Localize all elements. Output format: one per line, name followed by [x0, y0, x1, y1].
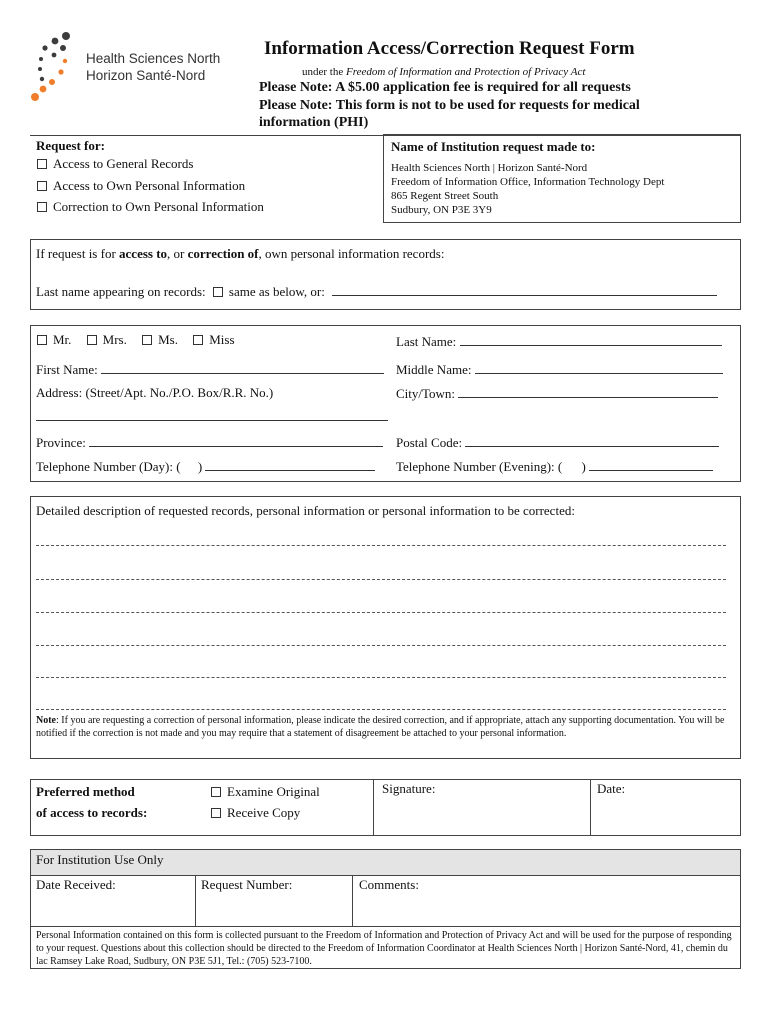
phone-day-field[interactable] [205, 458, 375, 471]
checkbox-examine-original[interactable] [211, 787, 221, 797]
postal-code-field[interactable] [465, 434, 719, 447]
province-label: Province: [36, 435, 86, 450]
checkbox-mr[interactable] [37, 335, 47, 345]
records-lastname-row [36, 283, 717, 300]
last-name-field[interactable] [460, 333, 722, 346]
phone-day-row: Telephone Number (Day): ( ) [36, 458, 375, 475]
signature-label: Signature: [382, 781, 436, 796]
comments-label: Comments: [359, 877, 419, 892]
request-number-label: Request Number: [201, 877, 293, 892]
personal-records-intro: If request is for access to, or correction of, own personal information records: [36, 246, 445, 261]
checkbox-access-personal[interactable] [37, 181, 47, 191]
logo-line-1: Health Sciences North [86, 51, 221, 66]
correction-note: Note: If you are requesting a correction of personal information, please indicate the desired correction, and if appropriate, attach any supporting documentation. You will be notified if the correction is not made and you may require that a statement of disagreement be attached to your personal information. [36, 715, 725, 739]
form-title: Information Access/Correction Request Form [264, 38, 635, 59]
option-examine-original[interactable]: Examine Original [211, 784, 320, 800]
postal-code-label: Postal Code: [396, 435, 463, 450]
institution-line-1: Health Sciences North | Horizon Santé-Nord [391, 162, 588, 174]
title-options: Mr. Mrs. Ms. Miss [37, 332, 235, 348]
checkbox-mrs[interactable] [87, 335, 97, 345]
subtitle-act: Freedom of Information and Protection of Privacy Act [345, 66, 586, 78]
checkbox-miss[interactable] [193, 335, 203, 345]
city-row [396, 385, 718, 402]
date-label: Date: [597, 781, 626, 796]
province-row [36, 434, 383, 451]
description-line-3[interactable] [36, 612, 726, 613]
description-label: Detailed description of requested records, personal information or personal information to be corrected: [36, 503, 575, 518]
address-field[interactable] [36, 420, 388, 421]
phone-evening-field[interactable] [589, 458, 713, 471]
first-name-field[interactable] [101, 361, 384, 374]
form-subtitle [302, 66, 585, 78]
institution-line-3: 865 Regent Street South [391, 190, 499, 202]
same-as-below-label: same as below, or: [228, 284, 325, 299]
institution-use-header: For Institution Use Only [36, 852, 164, 867]
request-access-general[interactable]: Access to General Records [37, 156, 193, 172]
first-name-row [36, 361, 384, 378]
logo-dots-icon [28, 30, 78, 108]
phi-note-line-1: Please Note: This form is not to be used for requests for medical [259, 98, 640, 113]
middle-name-row [396, 361, 723, 378]
city-label: City/Town: [396, 386, 456, 401]
phone-evening-label: Telephone Number (Evening): ( [396, 459, 563, 474]
checkbox-ms[interactable] [142, 335, 152, 345]
date-received-label: Date Received: [36, 877, 116, 892]
institution-line-4: Sudbury, ON P3E 3Y9 [391, 204, 492, 216]
description-line-6[interactable] [36, 709, 726, 710]
province-field[interactable] [89, 434, 383, 447]
checkbox-correction-personal[interactable] [37, 202, 47, 212]
checkbox-same-as-below[interactable] [213, 287, 223, 297]
phone-evening-row: Telephone Number (Evening): ( ) [396, 458, 713, 475]
checkbox-access-general[interactable] [37, 159, 47, 169]
city-field[interactable] [458, 385, 718, 398]
description-line-2[interactable] [36, 579, 726, 580]
fee-note: Please Note: A $5.00 application fee is required for all requests [259, 80, 631, 95]
institution-label: Name of Institution request made to: [391, 139, 596, 154]
signature-field[interactable] [374, 798, 589, 834]
description-line-5[interactable] [36, 677, 726, 678]
request-correction-personal[interactable]: Correction to Own Personal Information [37, 199, 264, 215]
checkbox-receive-copy[interactable] [211, 808, 221, 818]
organization-logo [28, 30, 228, 108]
request-for-label: Request for: [36, 138, 105, 153]
option-receive-copy[interactable]: Receive Copy [211, 805, 300, 821]
first-name-label: First Name: [36, 362, 98, 377]
phi-note-line-2: information (PHI) [259, 115, 369, 130]
last-name-label: Last Name: [396, 334, 457, 349]
phone-day-label: Telephone Number (Day): ( [36, 459, 181, 474]
description-line-4[interactable] [36, 645, 726, 646]
middle-name-label: Middle Name: [396, 362, 472, 377]
access-method-label-1: Preferred method [36, 784, 135, 799]
postal-code-row [396, 434, 719, 451]
access-method-label-2: of access to records: [36, 805, 148, 820]
description-line-1[interactable] [36, 545, 726, 546]
records-lastname-label: Last name appearing on records: [36, 284, 206, 299]
logo-line-2: Horizon Santé-Nord [86, 68, 206, 83]
records-lastname-field[interactable] [332, 283, 717, 296]
subtitle-prefix: under the [302, 66, 346, 78]
address-label: Address: (Street/Apt. No./P.O. Box/R.R. No.) [36, 385, 274, 400]
institution-line-2: Freedom of Information Office, Information Technology Dept [391, 176, 665, 188]
date-field[interactable] [591, 798, 739, 834]
last-name-row [396, 333, 722, 350]
privacy-footer: Personal Information contained on this form is collected pursuant to the Freedom of Information and Protection of Privacy Act and will be used for the purpose of responding to your request. Questions about this collection should be directed to the Freedom of Information Coordinator at Health Sciences North | Horizon Santé-Nord, 41, chemin du lac Ramsey Lake Road, Sudbury, ON P3E 5J1, Tel.: (705) 523-7100. [36, 930, 732, 967]
middle-name-field[interactable] [475, 361, 723, 374]
request-access-personal[interactable]: Access to Own Personal Information [37, 178, 245, 194]
